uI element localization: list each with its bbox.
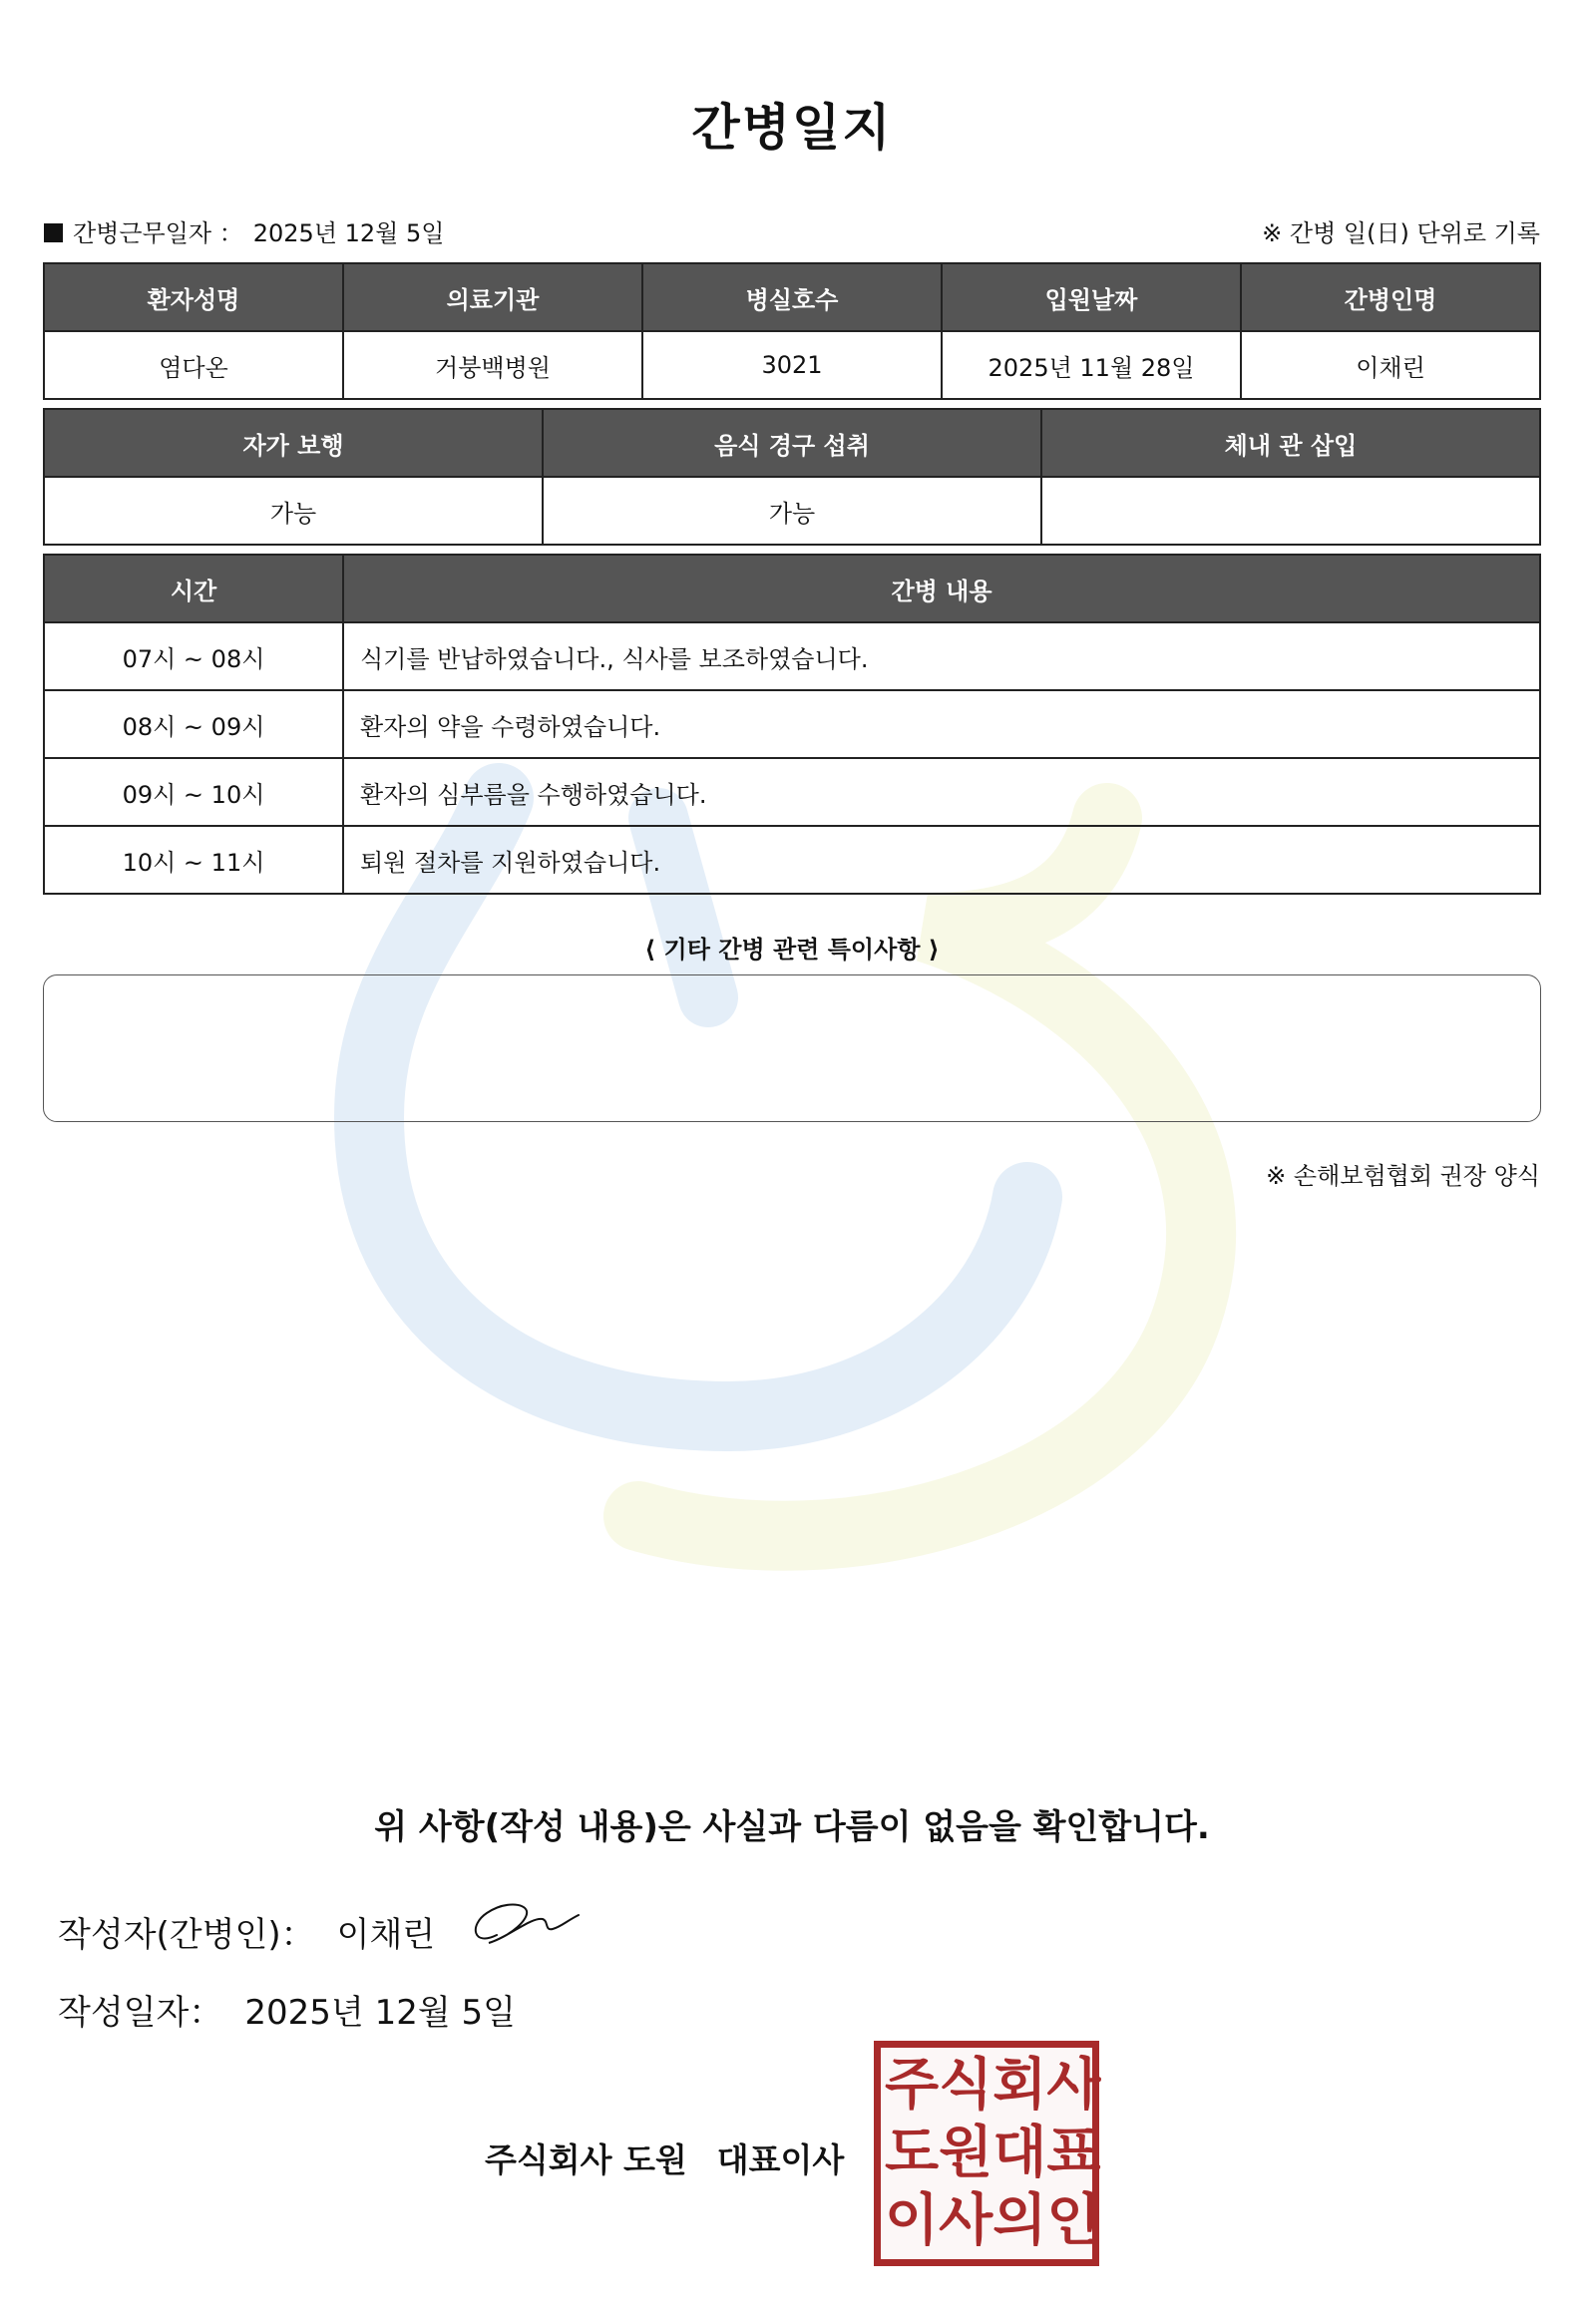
seal-char: 사 — [939, 2188, 993, 2253]
care-time: 09시 ~ 10시 — [44, 758, 343, 826]
patient-status-table — [43, 408, 1541, 546]
tube-insertion-value — [1041, 477, 1540, 545]
seal-char: 대 — [992, 2121, 1047, 2185]
care-time: 10시 ~ 11시 — [44, 826, 343, 894]
written-date-value: 2025년 12월 5일 — [244, 1993, 516, 2033]
seal-char: 사 — [1046, 2053, 1101, 2118]
oral-intake-value: 가능 — [543, 477, 1041, 545]
header-room-number: 병실호수 — [642, 263, 942, 331]
header-time: 시간 — [44, 555, 343, 622]
seal-char: 인 — [1046, 2188, 1101, 2253]
table-header-row — [44, 555, 1540, 622]
care-content: 퇴원 절차를 지원하였습니다. — [343, 826, 1540, 894]
table-row — [44, 331, 1540, 399]
company-signature-line — [485, 2134, 844, 2181]
care-time: 07시 ~ 08시 — [44, 622, 343, 690]
self-walking-value: 가능 — [44, 477, 543, 545]
header-hospital: 의료기관 — [343, 263, 642, 331]
header-patient-name: 환자성명 — [44, 263, 343, 331]
work-date-value: 2025년 12월 5일 — [252, 219, 445, 247]
seal-char: 원 — [939, 2121, 993, 2185]
table-row — [44, 477, 1540, 545]
table-header-row — [44, 409, 1540, 477]
hospital-name: 거붕백병원 — [343, 331, 642, 399]
patient-name: 염다온 — [44, 331, 343, 399]
care-content-table — [43, 554, 1541, 895]
writer-label: 작성자(간병인)： — [58, 1915, 315, 1955]
table-row — [44, 690, 1540, 758]
table-row — [44, 758, 1540, 826]
table-row — [44, 826, 1540, 894]
table-header-row — [44, 263, 1540, 331]
writer-name: 이채린 — [336, 1915, 436, 1955]
care-time: 08시 ~ 09시 — [44, 690, 343, 758]
header-tube-insertion: 체내 관 삽입 — [1041, 409, 1540, 477]
form-source-note: ※ 손해보험협회 권장 양식 — [1266, 1162, 1540, 1190]
page-title: 간병일지 — [691, 99, 893, 157]
header-oral-intake: 음식 경구 섭취 — [543, 409, 1041, 477]
daily-record-note: ※ 간병 일(日) 단위로 기록 — [1262, 219, 1540, 247]
seal-char: 이 — [885, 2188, 940, 2253]
written-date-row — [58, 1985, 516, 2034]
signature-icon — [469, 1895, 589, 1951]
seal-char: 도 — [885, 2121, 940, 2185]
company-name: 주식회사 도원 — [485, 2140, 687, 2179]
header-care-content: 간병 내용 — [343, 555, 1540, 622]
seal-characters — [885, 2052, 1101, 2255]
seal-char: 표 — [1046, 2121, 1101, 2185]
written-date-label: 작성일자： — [58, 1993, 223, 2033]
admission-date: 2025년 11월 28일 — [942, 331, 1241, 399]
square-bullet-icon — [44, 223, 63, 242]
special-notes-box — [43, 974, 1541, 1122]
work-date-row — [44, 213, 444, 248]
header-caregiver-name: 간병인명 — [1241, 263, 1540, 331]
care-content: 환자의 심부름을 수행하였습니다. — [343, 758, 1540, 826]
writer-row — [58, 1907, 435, 1956]
table-row — [44, 622, 1540, 690]
patient-info-table — [43, 262, 1541, 400]
company-seal-stamp — [874, 2041, 1099, 2266]
work-date-label: 간병근무일자 ： — [73, 219, 243, 247]
seal-char: 회 — [992, 2053, 1047, 2118]
confirmation-statement: 위 사항(작성 내용)은 사실과 다름이 없음을 확인합니다. — [374, 1807, 1210, 1847]
care-content: 환자의 약을 수령하였습니다. — [343, 690, 1540, 758]
care-content: 식기를 반납하였습니다., 식사를 보조하였습니다. — [343, 622, 1540, 690]
room-number: 3021 — [642, 331, 942, 399]
seal-char: 주 — [885, 2053, 940, 2118]
special-notes-title: ⟨ 기타 간병 관련 특이사항 ⟩ — [644, 936, 940, 964]
header-self-walking: 자가 보행 — [44, 409, 543, 477]
seal-char: 식 — [939, 2053, 993, 2118]
caregiver-name: 이채린 — [1241, 331, 1540, 399]
representative-title: 대표이사 — [716, 2140, 845, 2179]
header-admission-date: 입원날짜 — [942, 263, 1241, 331]
seal-char: 의 — [992, 2188, 1047, 2253]
